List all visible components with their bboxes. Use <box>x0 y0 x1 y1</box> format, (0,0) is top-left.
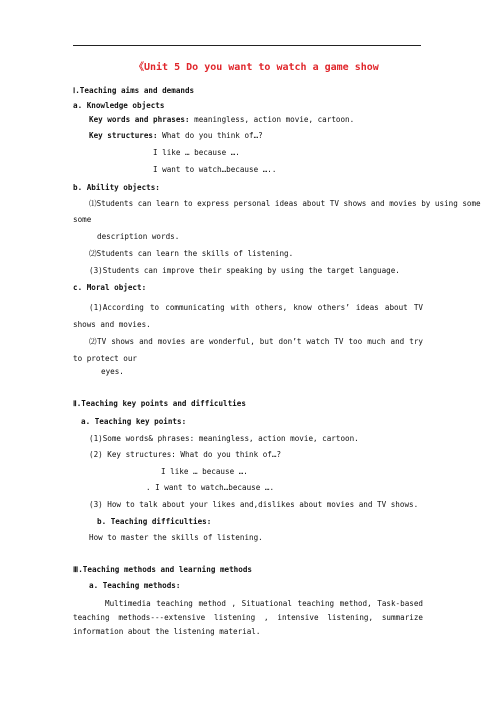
section-1-heading: Ⅰ.Teaching aims and demands <box>73 86 195 95</box>
teaching-methods-text: Multimedia teaching method , Situational teaching method, Task-based teaching methods---extensive listening , intensive listening, summarize information about the listening material. <box>73 599 423 636</box>
key-structures-line-3: I want to watch…because ….. <box>153 165 277 174</box>
ability-objects-label: b. Ability objects: <box>73 183 160 192</box>
key-structures-line <box>89 131 263 141</box>
moral-item-2-end: eyes. <box>101 367 124 376</box>
section-2-heading: Ⅱ.Teaching key points and difficulties <box>73 399 246 408</box>
key-words-line <box>89 115 354 125</box>
ability-item-3: (3)Students can improve their speaking by using the target language. <box>89 266 400 275</box>
key-structures-text: What do you think of…? <box>157 131 263 140</box>
moral-item-1: (1)According to communicating with others, know others’ ideas about TV shows and movies. <box>73 303 423 329</box>
key-point-1: (1)Some words& phrases: meaningless, action movie, cartoon. <box>89 434 359 443</box>
key-structures-line-2: I like … because …. <box>153 148 240 157</box>
ability-item-1-b: description words. <box>97 232 180 241</box>
key-words-text: meaningless, action movie, cartoon. <box>189 115 355 124</box>
ability-item-1-a: ⑴Students can learn to express personal ideas about TV shows and movies by using some <box>89 199 481 208</box>
document-title: 《Unit 5 Do you want to watch a game show <box>134 62 379 73</box>
ability-item-1-spill: some <box>73 215 92 224</box>
moral-object-label: c. Moral object: <box>73 283 147 292</box>
knowledge-objects-label: a. Knowledge objects <box>73 101 165 110</box>
key-point-2-line-3: . I want to watch…because …. <box>146 483 275 492</box>
section-3-heading: Ⅲ.Teaching methods and learning methods <box>73 565 252 574</box>
key-point-2: (2) Key structures: What do you think of…? <box>89 450 282 459</box>
key-structures-label: Key structures: <box>89 131 158 140</box>
moral-item-2: ⑵TV shows and movies are wonderful, but don’t watch TV too much and try to protect our <box>73 337 423 363</box>
teaching-methods-label: a. Teaching methods: <box>89 581 181 590</box>
key-words-label: Key words and phrases: <box>89 115 190 124</box>
key-point-3: (3) How to talk about your likes and,dislikes about movies and TV shows. <box>89 500 419 509</box>
difficulties-text: How to master the skills of listening. <box>89 533 263 542</box>
ability-item-2: ⑵Students can learn the skills of listening. <box>89 249 294 258</box>
key-points-label: a. Teaching key points: <box>81 417 187 426</box>
key-point-2-line-2: I like … because …. <box>161 467 248 476</box>
difficulties-label: b. Teaching difficulties: <box>97 517 212 526</box>
header-rule <box>73 45 421 46</box>
